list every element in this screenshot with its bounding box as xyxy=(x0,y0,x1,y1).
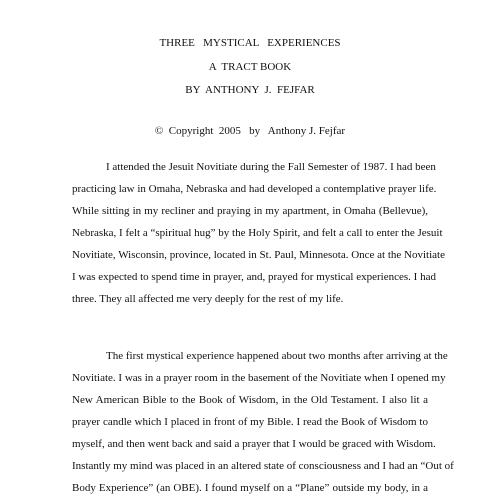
document-subtitle: A TRACT BOOK xyxy=(208,61,292,73)
paragraph-line: Novitiate, Wisconsin, province, located in St. Paul, Minnesota. Once at the Novitiate xyxy=(72,249,445,261)
paragraph-line: I attended the Jesuit Novitiate during the Fall Semester of 1987. I had been xyxy=(106,161,436,173)
paragraph-line: three. They all affected me very deeply for the rest of my life. xyxy=(72,293,344,305)
paragraph-1 xyxy=(72,156,445,310)
paragraph-line: New American Bible to the Book of Wisdom, in the Old Testament. I also lit a xyxy=(72,394,428,406)
paragraph-line: The first mystical experience happened about two months after arriving at the xyxy=(106,350,448,362)
paragraph-line: Body Experience” (an OBE). I found myself on a “Plane” outside my body, in a xyxy=(72,482,428,494)
paragraph-2 xyxy=(72,345,454,499)
paragraph-line: While sitting in my recliner and praying in my apartment, in Omaha (Bellevue), xyxy=(72,205,428,217)
document-title: THREE MYSTICAL EXPERIENCES xyxy=(159,37,341,49)
paragraph-line: Nebraska, I felt a “spiritual hug” by the Holy Spirit, and felt a call to enter the Jesuit xyxy=(72,227,443,239)
paragraph-line: practicing law in Omaha, Nebraska and had developed a contemplative prayer life. xyxy=(72,183,437,195)
paragraph-line: Instantly my mind was placed in an altered state of consciousness and I had an “Out of xyxy=(72,460,454,472)
document-byline: BY ANTHONY J. FEJFAR xyxy=(185,84,315,96)
paragraph-line: Novitiate. I was in a prayer room in the basement of the Novitiate when I opened my xyxy=(72,372,446,384)
copyright-line: © Copyright 2005 by Anthony J. Fejfar xyxy=(154,125,346,137)
paragraph-line: I was expected to spend time in prayer, and, prayed for mystical experiences. I had xyxy=(72,271,436,283)
paragraph-line: myself, and then went back and said a prayer that I would be graced with Wisdom. xyxy=(72,438,436,450)
paragraph-line: prayer candle which I placed in front of my Bible. I read the Book of Wisdom to xyxy=(72,416,428,428)
